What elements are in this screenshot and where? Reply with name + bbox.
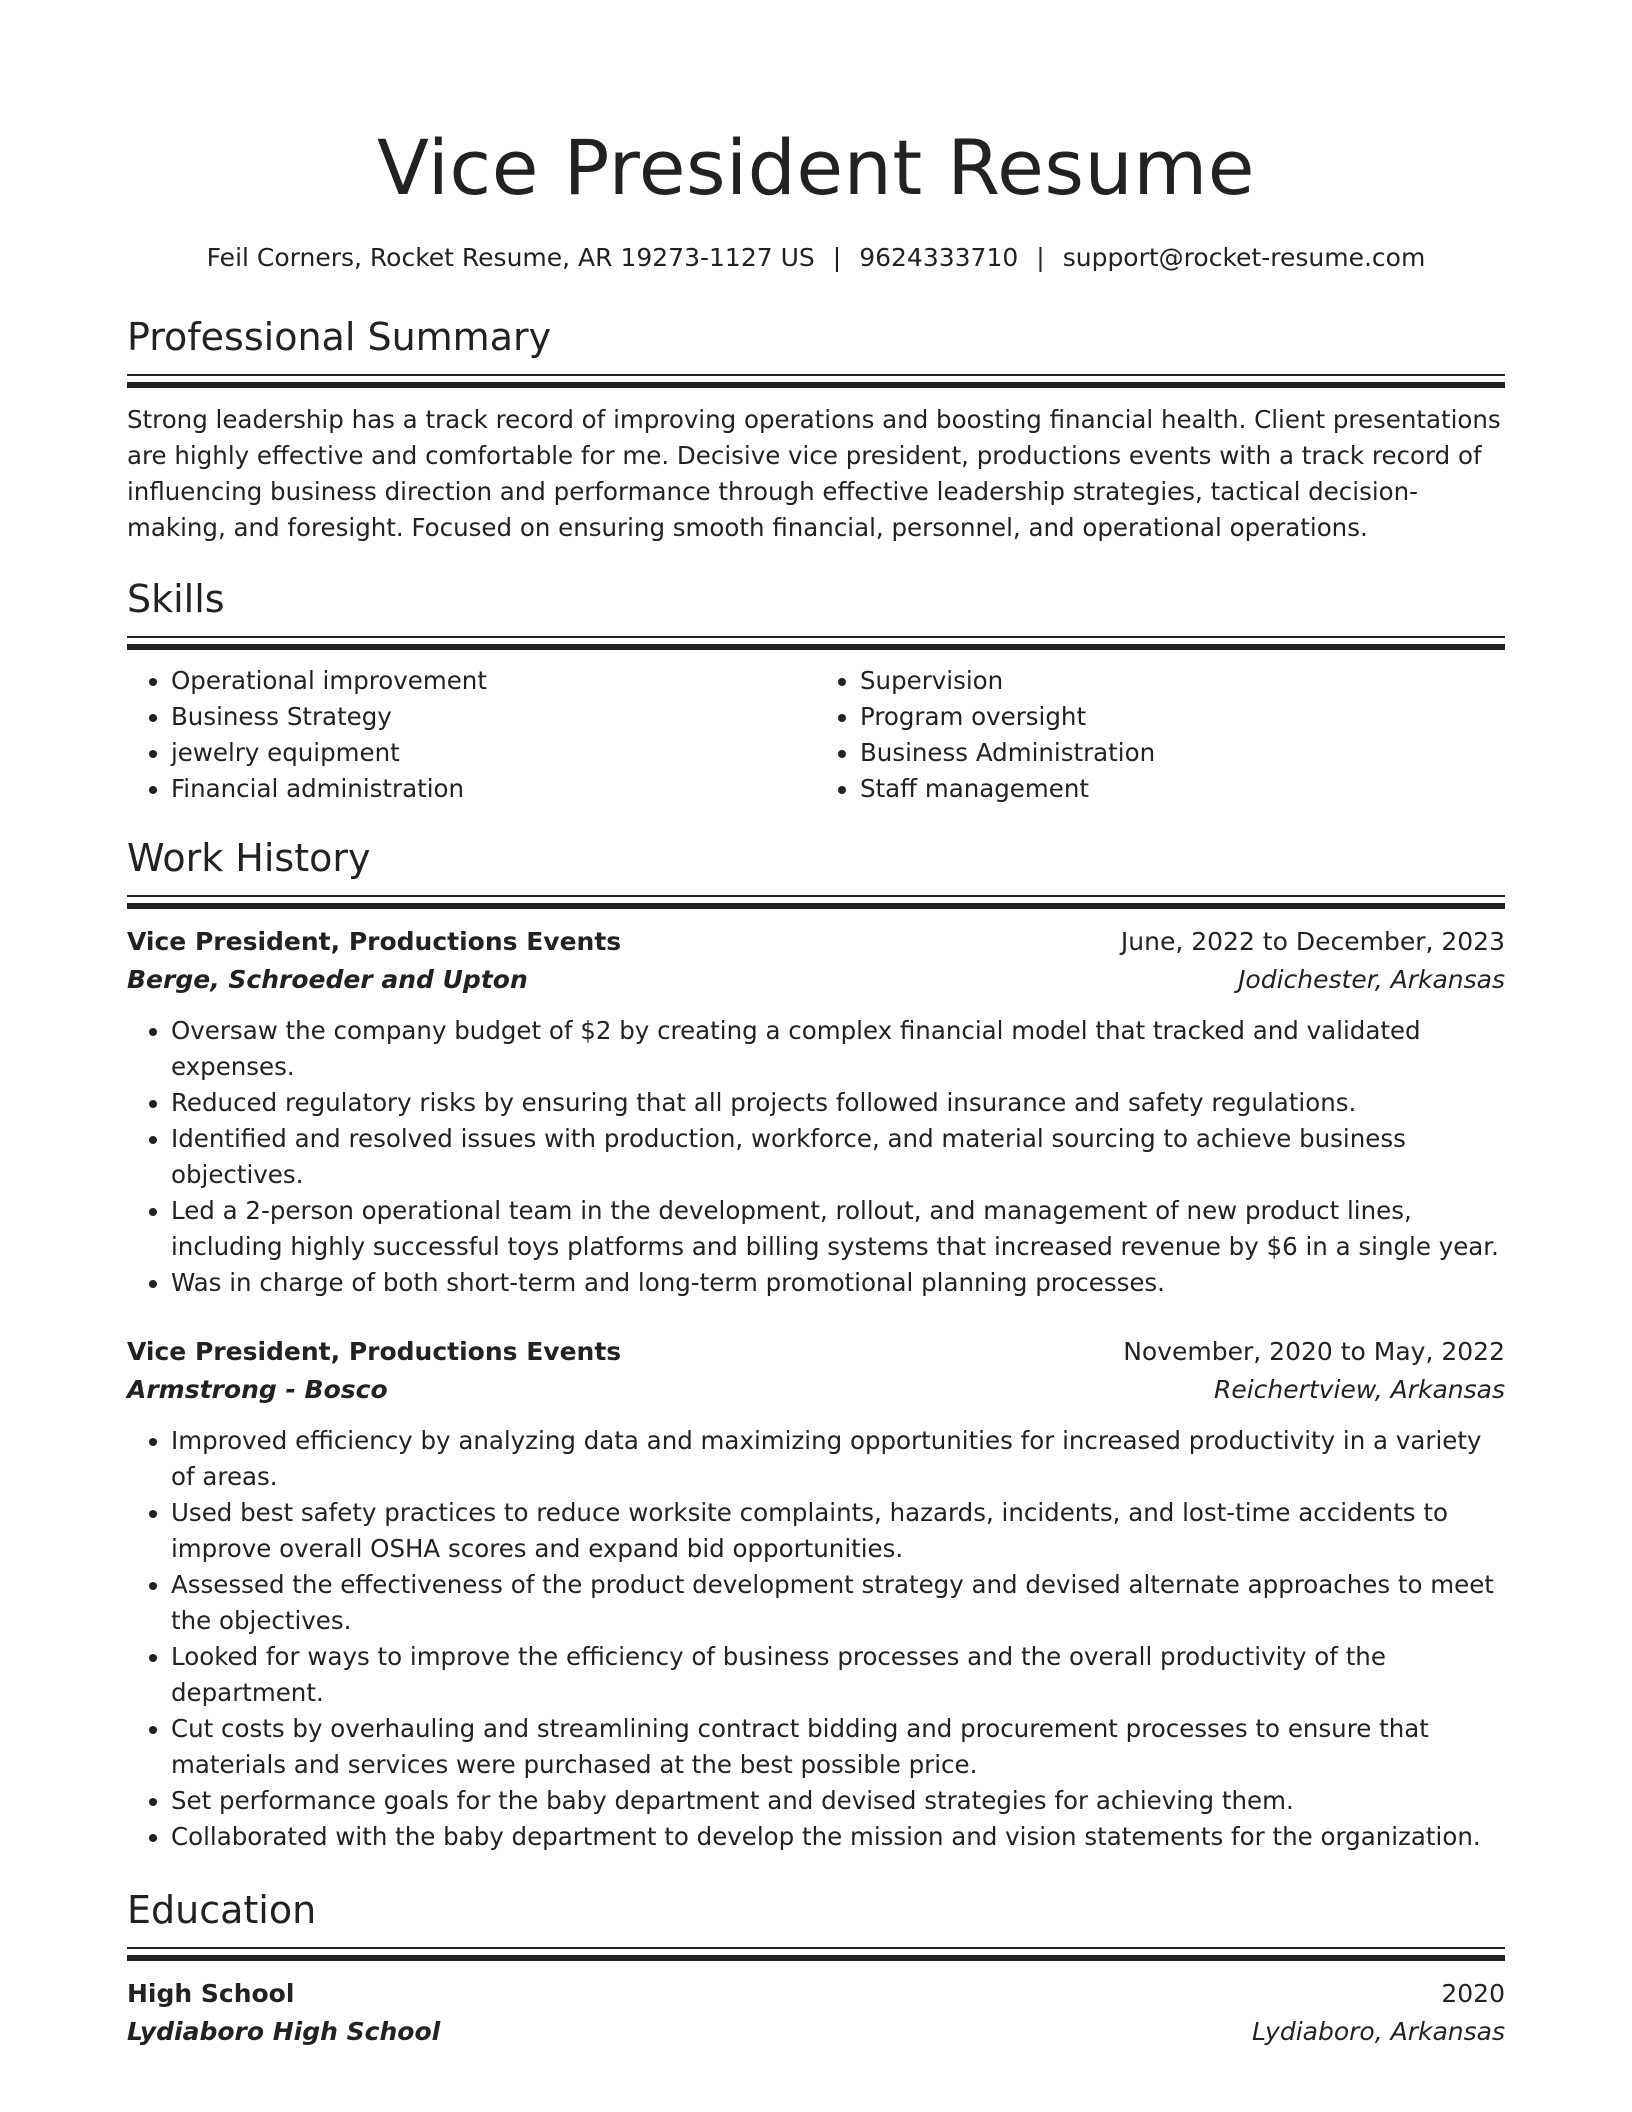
education-school-row [127,2013,1505,2051]
skill-item: • Operational improvement [171,663,816,699]
summary-section [127,312,1505,546]
education-school: Lydiaboro High School [127,2017,441,2046]
section-divider [127,1947,1505,1963]
skills-section [127,574,1505,807]
job-company-row [127,961,1505,999]
job-title: Vice President, Productions Events [127,1337,622,1366]
skills-heading: Skills [127,577,225,621]
contact-phone: 9624333710 [859,243,1019,272]
education-entry [127,1975,1505,2051]
job-bullet: • Reduced regulatory risks by ensuring that all projects followed insurance and safety regulations. [171,1085,1505,1121]
education-section [127,1885,1505,2051]
job-company: Berge, Schroeder and Upton [127,965,528,994]
job-company-row [127,1371,1505,1409]
skill-item: • Program oversight [860,699,1505,735]
job-dates: November, 2020 to May, 2022 [1123,1337,1505,1366]
skills-grid [127,663,1505,807]
job-bullet: • Looked for ways to improve the efficiency of business processes and the overall productivity of the department. [171,1639,1505,1711]
skills-column-right [816,663,1505,807]
skill-item: • Business Strategy [171,699,816,735]
job-bullets [127,1423,1505,1855]
job-location: Jodichester, Arkansas [1238,965,1505,994]
job-location: Reichertview, Arkansas [1213,1375,1505,1404]
education-year: 2020 [1441,1979,1505,2008]
contact-address: Feil Corners, Rocket Resume, AR 19273-1127 US [206,243,815,272]
job-bullet: • Oversaw the company budget of $2 by creating a complex financial model that tracked and validated expenses. [171,1013,1505,1085]
work-history-heading: Work History [127,836,371,880]
work-history-section [127,833,1505,1855]
job-entry [127,1333,1505,1855]
job-bullet: • Cut costs by overhauling and streamlining contract bidding and procurement processes to ensure that materials and services were purchased at the best possible price. [171,1711,1505,1783]
education-heading: Education [127,1888,317,1932]
section-divider [127,895,1505,911]
contact-separator: | [832,243,842,272]
education-location: Lydiaboro, Arkansas [1252,2017,1505,2046]
job-header-row [127,1333,1505,1371]
job-bullet: • Identified and resolved issues with production, workforce, and material sourcing to achieve business objectives. [171,1121,1505,1193]
page-title: Vice President Resume [376,123,1255,212]
job-bullet: • Used best safety practices to reduce worksite complaints, hazards, incidents, and lost-time accidents to improve overall OSHA scores and expand bid opportunities. [171,1495,1505,1567]
job-bullet: • Led a 2-person operational team in the development, rollout, and management of new product lines, including highly successful toys platforms and billing systems that increased revenue by $6 in a single year. [171,1193,1505,1265]
contact-line [127,240,1505,276]
contact-separator: | [1036,243,1045,272]
skill-item: • Financial administration [171,771,816,807]
skill-item: • Business Administration [860,735,1505,771]
skill-item: • Supervision [860,663,1505,699]
job-bullets [127,1013,1505,1301]
education-header-row [127,1975,1505,2013]
section-divider [127,636,1505,652]
education-degree: High School [127,1979,295,2008]
summary-text: Strong leadership has a track record of improving operations and boosting financial health. Client presentations are highly effective and comfortable for me. Decisive vice president, productions events with a track record of influencing business direction and performance through effective leadership strategies, tactical decision-making, and foresight. Focused on ensuring smooth financial, personnel, and operational operations. [127,405,1501,542]
contact-email[interactable]: support@rocket-resume.com [1062,243,1426,272]
section-divider [127,374,1505,390]
skills-column-left [127,663,816,807]
job-header-row [127,923,1505,961]
skill-item: • Staff management [860,771,1505,807]
summary-heading: Professional Summary [127,315,552,359]
job-bullet: • Set performance goals for the baby department and devised strategies for achieving them. [171,1783,1505,1819]
job-bullet: • Collaborated with the baby department to develop the mission and vision statements for the organization. [171,1819,1505,1855]
skill-item: • jewelry equipment [171,735,816,771]
job-title: Vice President, Productions Events [127,927,622,956]
job-entry [127,923,1505,1301]
job-bullet: • Improved efficiency by analyzing data and maximizing opportunities for increased productivity in a variety of areas. [171,1423,1505,1495]
job-company: Armstrong - Bosco [127,1375,388,1404]
job-dates: June, 2022 to December, 2023 [1120,927,1505,956]
job-bullet: • Was in charge of both short-term and long-term promotional planning processes. [171,1265,1505,1301]
job-bullet: • Assessed the effectiveness of the product development strategy and devised alternate approaches to meet the objectives. [171,1567,1505,1639]
